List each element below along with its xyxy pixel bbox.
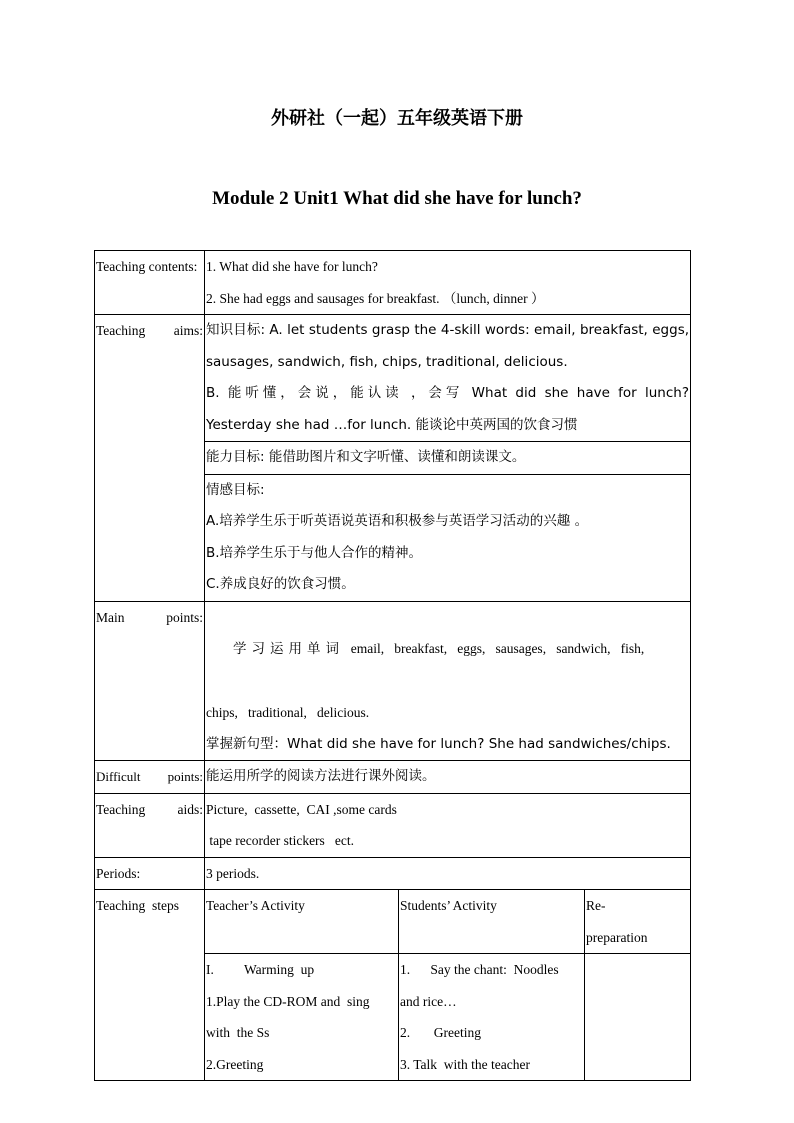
teacher-activity-cell bbox=[205, 954, 399, 1081]
content-ability-aims: 能力目标: 能借助图片和文字听懂、读懂和朗读课文。 bbox=[205, 442, 691, 475]
label-teaching-aids: Teaching aids: bbox=[95, 793, 205, 857]
content-main-points bbox=[205, 601, 691, 761]
main-points-line-1-cn: 学习运用单词 bbox=[233, 641, 344, 657]
student-line-4: 3. Talk with the teacher bbox=[400, 1056, 531, 1072]
row-teaching-contents bbox=[95, 251, 691, 315]
main-points-line-2: chips, traditional, delicious. bbox=[206, 705, 370, 720]
document-title-en: Module 2 Unit1 What did she have for lunch? bbox=[212, 188, 582, 209]
contents-line-1: 1. What did she have for lunch? bbox=[206, 259, 378, 274]
teacher-line-1: I. Warming up bbox=[206, 962, 315, 977]
content-teaching-contents bbox=[205, 251, 691, 315]
lesson-plan-table bbox=[94, 250, 691, 1081]
content-difficult-points: 能运用所学的阅读方法进行课外阅读。 bbox=[205, 761, 691, 794]
header-students-activity: Students’ Activity bbox=[399, 890, 585, 954]
label-teaching-contents: Teaching contents: bbox=[95, 251, 205, 315]
content-periods: 3 periods. bbox=[205, 857, 691, 890]
aids-line-2: tape recorder stickers ect. bbox=[206, 833, 355, 848]
students-activity-cell bbox=[399, 954, 585, 1081]
content-teaching-aids bbox=[205, 793, 691, 857]
main-points-line-1-en: email, breakfast, eggs, sausages, sandwich, fish, bbox=[344, 641, 645, 656]
content-emotion-aims bbox=[205, 474, 691, 601]
re-preparation-cell bbox=[585, 954, 691, 1081]
document-title-cn: 外研社（一起）五年级英语下册 bbox=[271, 108, 523, 129]
row-teaching-aims-knowledge bbox=[95, 315, 691, 442]
aids-line-1: Picture, cassette, CAI ,some cards bbox=[206, 801, 397, 817]
row-teaching-aids bbox=[95, 793, 691, 857]
label-main-points: Main points: bbox=[95, 601, 205, 761]
row-difficult-points bbox=[95, 761, 691, 794]
student-line-1: 1. Say the chant: Noodles bbox=[400, 962, 559, 977]
knowledge-line-3: B. 能听懂，会说，能认读 ，会写 What did she have for lunch? bbox=[206, 385, 690, 401]
teacher-line-2: 1.Play the CD-ROM and sing bbox=[206, 993, 370, 1009]
emotion-line-2: A.培养学生乐于听英语说英语和积极参与英语学习活动的兴趣 。 bbox=[206, 513, 589, 529]
row-main-points bbox=[95, 601, 691, 761]
contents-line-2: 2. She had eggs and sausages for breakfast. （lunch, dinner ） bbox=[206, 290, 545, 306]
knowledge-line-1: 知识目标: A. let students grasp the 4-skill words: email, breakfast, eggs, bbox=[206, 322, 690, 338]
row-teaching-steps-header bbox=[95, 890, 691, 954]
knowledge-line-4: Yesterday she had …for lunch. 能谈论中英两国的饮食习惯 bbox=[206, 416, 578, 433]
knowledge-line-2: sausages, sandwich, fish, chips, traditional, delicious. bbox=[206, 353, 568, 370]
label-periods: Periods: bbox=[95, 857, 205, 890]
emotion-line-3: B.培养学生乐于与他人合作的精神。 bbox=[206, 544, 423, 561]
label-teaching-steps: Teaching steps bbox=[95, 890, 205, 1081]
header-re-preparation: Re- preparation bbox=[585, 890, 691, 954]
main-points-line-3: 掌握新句型：What did she have for lunch? She had sandwiches/chips. bbox=[206, 735, 671, 752]
row-periods bbox=[95, 857, 691, 890]
student-line-2: and rice… bbox=[400, 993, 457, 1009]
emotion-line-1: 情感目标: bbox=[206, 481, 265, 498]
label-teaching-aims: Teaching aims: bbox=[95, 315, 205, 602]
header-teacher-activity: Teacher’s Activity bbox=[205, 890, 399, 954]
teacher-line-4: 2.Greeting bbox=[206, 1056, 264, 1072]
content-knowledge-aims bbox=[205, 315, 691, 442]
emotion-line-4: C.养成良好的饮食习惯。 bbox=[206, 576, 355, 592]
teacher-line-3: with the Ss bbox=[206, 1025, 270, 1040]
label-difficult-points: Difficult points: bbox=[95, 761, 205, 794]
student-line-3: 2. Greeting bbox=[400, 1025, 481, 1040]
